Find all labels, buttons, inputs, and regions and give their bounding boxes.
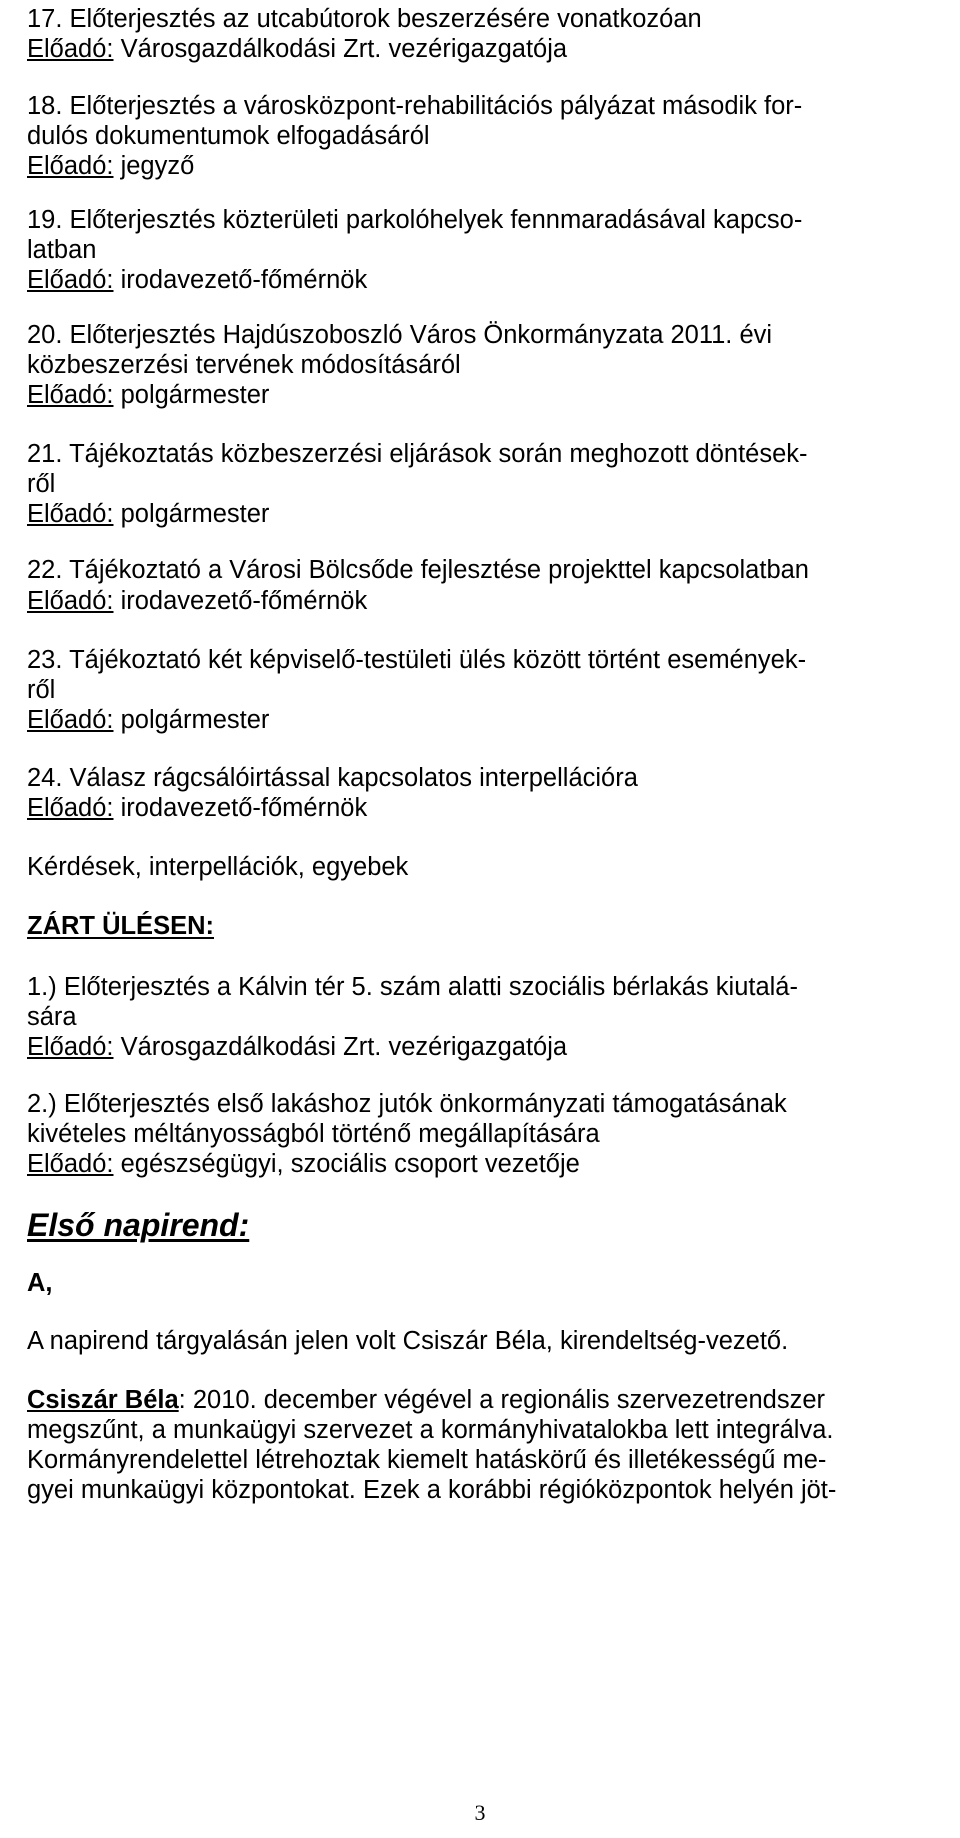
presenter-name: polgármester: [113, 706, 270, 734]
presenter-label: Előadó:: [27, 587, 114, 615]
agenda-item-18-title-line-1: 18. Előterjesztés a városközpont-rehabilitációs pályázat második for-: [27, 92, 803, 120]
agenda-item-20-title-line-1: 20. Előterjesztés Hajdúszoboszló Város Önkormányzata 2011. évi: [27, 321, 773, 349]
speech-line-4: gyei munkaügyi központokat. Ezek a korábbi régióközpontok helyén jöt-: [27, 1476, 837, 1504]
closed-session-heading: ZÁRT ÜLÉSEN:: [27, 912, 214, 940]
presenter-name: Városgazdálkodási Zrt. vezérigazgatója: [113, 1033, 568, 1061]
presenter-name: jegyző: [113, 152, 195, 180]
presenter-name: irodavezető-főmérnök: [113, 794, 368, 822]
agenda-item-17-presenter: [27, 34, 567, 64]
presenter-name: irodavezető-főmérnök: [113, 587, 368, 615]
closed-item-1-title-line-1: 1.) Előterjesztés a Kálvin tér 5. szám alatti szociális bérlakás kiutalá-: [27, 973, 798, 1001]
presenter-label: Előadó:: [27, 500, 114, 528]
presenter-label: Előadó:: [27, 1150, 114, 1178]
presenter-name: polgármester: [113, 500, 270, 528]
agenda-item-23-title-line-1: 23. Tájékoztató két képviselő-testületi ülés között történt események-: [27, 646, 807, 674]
agenda-item-21-title-line-2: ről: [27, 470, 56, 498]
agenda-item-23-title-line-2: ről: [27, 676, 56, 704]
agenda-item-20-presenter: [27, 380, 269, 410]
presenter-label: Előadó:: [27, 706, 114, 734]
agenda-item-17-title: 17. Előterjesztés az utcabútorok beszerzésére vonatkozóan: [27, 5, 702, 33]
closed-item-2-title-line-2: kivételes méltányosságból történő megállapítására: [27, 1120, 600, 1148]
agenda-item-19-presenter: [27, 265, 367, 295]
presenter-name: Városgazdálkodási Zrt. vezérigazgatója: [113, 35, 568, 63]
agenda-item-19-title-line-2: latban: [27, 236, 97, 264]
presenter-name: egészségügyi, szociális csoport vezetője: [113, 1150, 580, 1178]
first-agenda-heading: Első napirend:: [27, 1207, 250, 1243]
speech-line-1: [27, 1385, 825, 1415]
closed-item-1-presenter: [27, 1032, 567, 1062]
agenda-item-20-title-line-2: közbeszerzési tervének módosításáról: [27, 351, 461, 379]
presenter-label: Előadó:: [27, 35, 114, 63]
attendance-line: A napirend tárgyalásán jelen volt Csiszár Béla, kirendeltség-vezető.: [27, 1327, 789, 1355]
presenter-label: Előadó:: [27, 152, 114, 180]
presenter-name: polgármester: [113, 381, 270, 409]
agenda-item-19-title-line-1: 19. Előterjesztés közterületi parkolóhelyek fennmaradásával kapcso-: [27, 206, 803, 234]
section-letter: A,: [27, 1269, 53, 1297]
speech-line-3: Kormányrendelettel létrehoztak kiemelt hatáskörű és illetékességű me-: [27, 1446, 827, 1474]
presenter-label: Előadó:: [27, 266, 114, 294]
speech-text: : 2010. december végével a regionális szervezetrendszer: [178, 1386, 826, 1414]
speech-line-2: megszűnt, a munkaügyi szervezet a kormányhivatalokba lett integrálva.: [27, 1416, 834, 1444]
presenter-label: Előadó:: [27, 794, 114, 822]
agenda-item-22-title: 22. Tájékoztató a Városi Bölcsőde fejlesztése projekttel kapcsolatban: [27, 556, 809, 584]
agenda-item-23-presenter: [27, 705, 269, 735]
agenda-item-18-title-line-2: dulós dokumentumok elfogadásáról: [27, 122, 430, 150]
closed-item-1-title-line-2: sára: [27, 1003, 77, 1031]
agenda-item-24-title: 24. Válasz rágcsálóirtással kapcsolatos interpellációra: [27, 764, 638, 792]
speaker-name: Csiszár Béla: [27, 1386, 179, 1414]
presenter-name: irodavezető-főmérnök: [113, 266, 368, 294]
presenter-label: Előadó:: [27, 381, 114, 409]
agenda-item-21-presenter: [27, 499, 269, 529]
agenda-item-24-presenter: [27, 793, 367, 823]
agenda-item-18-presenter: [27, 151, 194, 181]
agenda-item-22-presenter: [27, 586, 367, 616]
presenter-label: Előadó:: [27, 1033, 114, 1061]
misc-agenda-line: Kérdések, interpellációk, egyebek: [27, 853, 409, 881]
closed-item-2-title-line-1: 2.) Előterjesztés első lakáshoz jutók önkormányzati támogatásának: [27, 1090, 787, 1118]
closed-item-2-presenter: [27, 1149, 580, 1179]
agenda-item-21-title-line-1: 21. Tájékoztatás közbeszerzési eljárások során meghozott döntések-: [27, 440, 808, 468]
page-number: 3: [474, 1800, 486, 1825]
